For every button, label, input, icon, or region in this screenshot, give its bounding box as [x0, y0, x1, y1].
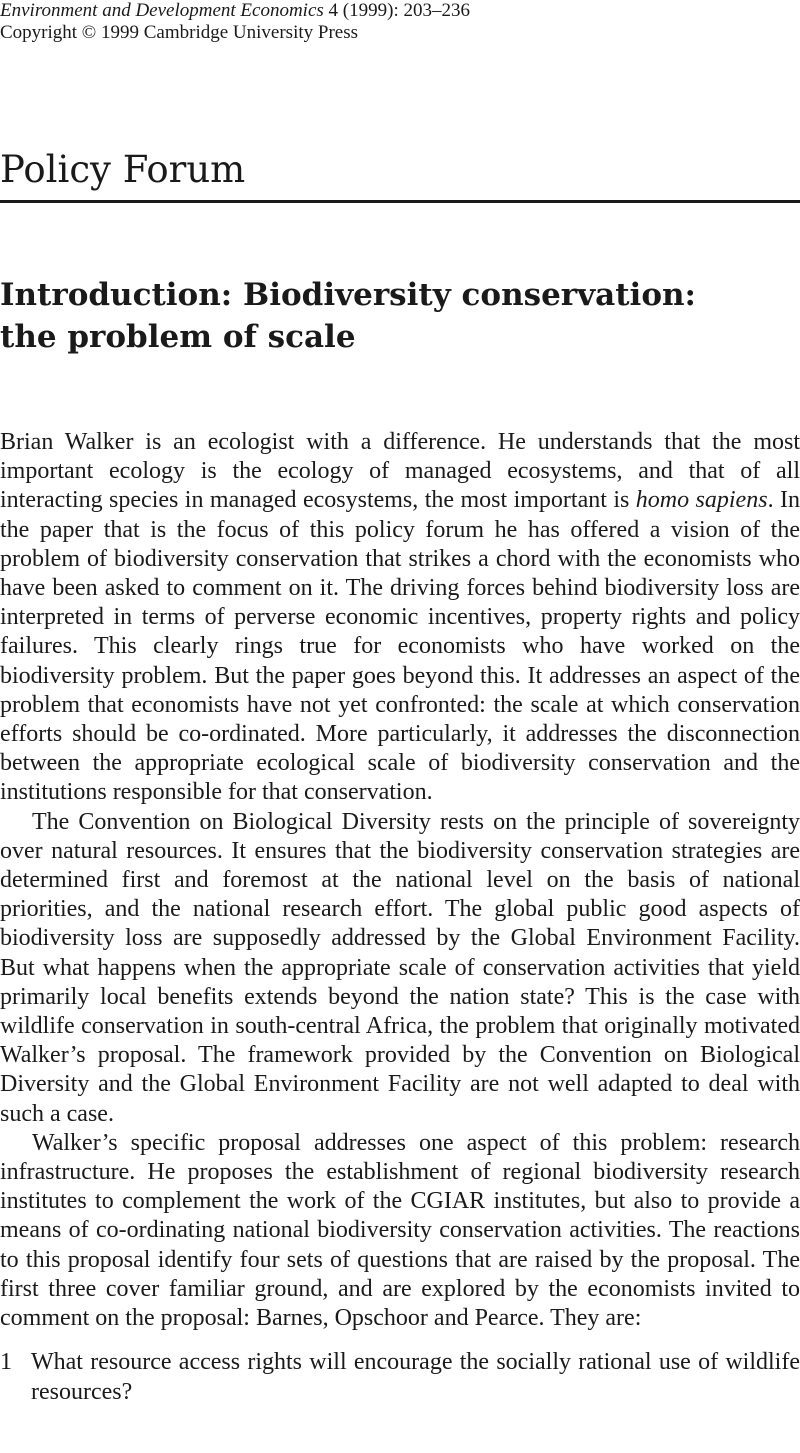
- section-divider: [0, 200, 800, 203]
- list-item-text: What resource access rights will encourage the socially rational use of wildlife resources?: [31, 1349, 800, 1405]
- running-header: [0, 0, 800, 44]
- article-body: [0, 428, 800, 1407]
- article-title-line-2: the problem of scale: [0, 319, 356, 355]
- volume-info: 4 (1999): 203–236: [323, 0, 470, 21]
- article-title: [0, 274, 800, 358]
- paragraph-1-italic: homo sapiens: [635, 487, 768, 514]
- list-item-number: 1: [0, 1349, 12, 1376]
- section-title: Policy Forum: [0, 148, 246, 191]
- paragraph-1-text-a: Brian Walker is an ecologist with a difference. He understands that the most important ecology is the ecology of managed ecosystems, and that of all interacting species in managed ecosystems, the most important is: [0, 429, 800, 514]
- paragraph-1: [0, 428, 800, 808]
- list-item: [0, 1348, 800, 1406]
- copyright-line: Copyright © 1999 Cambridge University Press: [0, 22, 358, 43]
- article-title-line-1: Introduction: Biodiversity conservation:: [0, 277, 696, 313]
- journal-name: Environment and Development Economics: [0, 0, 324, 21]
- journal-citation: [0, 0, 800, 22]
- paragraph-3: Walker’s specific proposal addresses one aspect of this problem: research infrastructure. He proposes the establishment of regional biodiversity research institutes to complement the work of the CGIAR institutes, but also to provide a means of co-ordinating national biodiversity conservation activities. The reactions to this proposal identify four sets of questions that are raised by the proposal. The first three cover familiar ground, and are explored by the economists invited to comment on the proposal: Barnes, Opschoor and Pearce. They are:: [0, 1129, 800, 1332]
- paragraph-2: The Convention on Biological Diversity rests on the principle of sovereignty over natural resources. It ensures that the biodiversity conservation strategies are determined first and foremost at the national level on the basis of national priorities, and the national research effort. The global public good aspects of biodiversity loss are supposedly addressed by the Global Environment Facility. But what happens when the appropriate scale of conservation activities that yield primarily local benefits extends beyond the nation state? This is the case with wildlife conservation in south-central Africa, the problem that originally motivated Walker’s proposal. The framework provided by the Convention on Biological Diversity and the Global Environment Facility are not well adapted to deal with such a case.: [0, 808, 800, 1127]
- paragraph-1-text-b: . In the paper that is the focus of this policy forum he has offered a vision of the problem of biodiversity conservation that strikes a chord with the economists who have been asked to comment on it. The driving forces behind biodiversity loss are interpreted in terms of perverse economic incentives, property rights and policy failures. This clearly rings true for economists who have worked on the biodiversity problem. But the paper goes beyond this. It addresses an aspect of the problem that economists have not yet confronted: the scale at which conservation efforts should be co-ordinated. More particularly, it addresses the disconnection between the appropriate ecological scale of biodiversity conservation and the institutions responsible for that conservation.: [0, 487, 800, 806]
- question-list: [0, 1348, 800, 1406]
